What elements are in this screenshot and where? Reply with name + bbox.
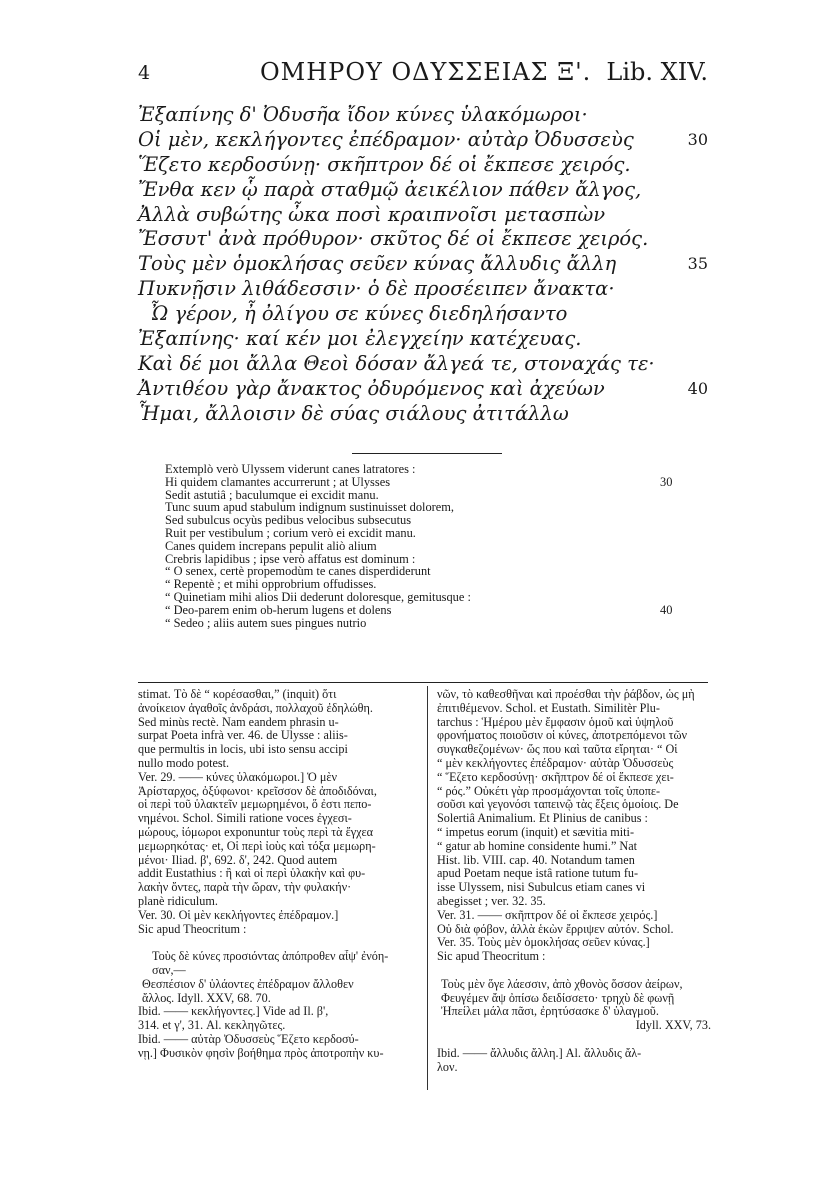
greek-verse-line <box>138 252 708 277</box>
greek-verse-line <box>138 377 708 402</box>
note-line: Idyll. XXV, 73. <box>635 1019 711 1033</box>
verse-text: Ἐξαπίνης· καί κέν μοι ἐλεγχείην κατέχευας. <box>138 327 582 351</box>
verse-text: Ἀντιθέου γὰρ ἄνακτος ὀδυρόμενος καὶ ἀχεύων <box>138 376 605 400</box>
note-line: Sic apud Theocritum : <box>138 922 247 936</box>
verse-text: Ἔσσυτ' ἀνὰ πρόθυρον· σκῦτος δέ οἱ ἔκπεσε χειρός. <box>138 227 649 251</box>
note-line: νῃ.] Φυσικὸν φησὶν βοήθημα πρὸς ἀποτροπὴν κυ- <box>138 1046 384 1060</box>
line-number: 40 <box>660 602 673 617</box>
note-line: planè ridiculum. <box>138 894 218 908</box>
note-line: λον. <box>437 1060 458 1074</box>
note-line: ἄλλος. Idyll. XXV, 68. 70. <box>142 991 271 1005</box>
verse-text: Ὦ γέρον, ἦ ὀλίγου σε κύνες διεδηλήσαντο <box>150 302 568 326</box>
note-line: “ impetus eorum (inquit) et sævitia miti- <box>437 825 634 839</box>
note-line: abegisset ; ver. 32. 35. <box>437 894 546 908</box>
line-number: 30 <box>687 129 708 149</box>
verse-text: Canes quidem increpans pepulit aliò alium <box>165 538 377 553</box>
greek-verse-line <box>138 103 708 128</box>
notes-right-column <box>437 688 719 1074</box>
note-line: σαν,— <box>152 963 186 977</box>
latin-verse-line <box>165 617 685 630</box>
note-line: μένοι· Iliad. β', 692. δ', 242. Quod autem <box>138 853 338 867</box>
note-line: Ver. 35. Τοὺς μὲν ὁμοκλήσας σεῦεν κύνας.] <box>437 936 650 950</box>
note-line: surpat Poeta infrà ver. 46. de Ulysse : aliis- <box>138 729 348 743</box>
note-line: Τοὺς μὲν ὅγε λάεσσιν, ἀπὸ χθονὸς ὅσσον ἀείρων, <box>441 977 683 991</box>
verse-text: Crebris lapidibus ; ipse verò affatus est dominum : <box>165 551 416 566</box>
note-line <box>437 1033 719 1047</box>
column-divider <box>427 686 428 1090</box>
verse-text: Πυκνῇσιν λιθάδεσσιν· ὁ δὲ προσέειπεν ἄνακτα· <box>138 277 615 301</box>
note-line: νῶν, τὸ καθεσθῆναι καὶ προέσθαι τὴν ῥάβδον, ὡς μὴ <box>437 688 695 701</box>
verse-text: “ Deo-parem enim ob-herum lugens et dolens <box>165 602 392 617</box>
verse-text: Sed subulcus ocyùs pedibus velocibus subsecutus <box>165 513 412 528</box>
note-line: νημένοι. Schol. Simili ratione voces ἐγχεσι- <box>138 812 352 826</box>
greek-verse-line <box>138 128 708 153</box>
line-number: 40 <box>687 378 708 398</box>
note-line: que permultis in locis, ubi isto sensu accipi <box>138 743 348 757</box>
line-number: 35 <box>687 254 708 274</box>
note-line: Ver. 31. —— σκῆπτρον δέ οἱ ἔκπεσε χειρός.] <box>437 908 658 922</box>
running-title: ΟΜΗΡΟΥ ΟΔΥΣΣΕΙΑΣ Ξ'. <box>260 58 592 86</box>
note-line: Sic apud Theocritum : <box>437 950 546 964</box>
note-line: μώρους, ἰόμωροι exponuntur τοὺς περὶ τὰ ἔγχεα <box>138 825 373 839</box>
note-line: Ver. 30. Οἱ μὲν κεκλήγοντες ἐπέδραμον.] <box>138 908 339 922</box>
verse-text: Τοὺς μὲν ὁμοκλήσας σεῦεν κύνας ἄλλυδις ἄλλη <box>138 252 617 276</box>
verse-text: “ Sedeo ; aliis autem sues pingues nutrio <box>165 615 367 630</box>
verse-text: Sedit astutiâ ; baculumque ei excidit manu. <box>165 487 379 502</box>
note-line: isse Ulyssem, nisi Subulcus etiam canes vi <box>437 881 646 895</box>
verse-text: “ Repentè ; et mihi opprobrium offudisses. <box>165 577 377 592</box>
verse-text: Ἐξαπίνης δ' Ὀδυσῆα ἴδον κύνες ὑλακόμωροι· <box>138 103 588 126</box>
verse-text: “ O senex, certè propemodùm te canes disperdiderunt <box>165 564 431 579</box>
greek-verse-block <box>138 103 708 427</box>
note-line: Hist. lib. VIII. cap. 40. Notandum tamen <box>437 853 635 867</box>
note-line: “ ρός.” Οὐκέτι γὰρ προσμάχονται τοῖς ὑποπε- <box>437 784 661 798</box>
note-line: “ μὲν κεκλήγοντες ἐπέδραμον· αὐτὰρ Ὀδυσσεὺς <box>437 756 674 770</box>
note-line: Ibid. —— αὐτὰρ Ὀδυσσεὺς Ἕζετο κερδοσύ- <box>138 1032 359 1046</box>
note-line: συγκαθεζομένων· ὥς που καὶ ταῦτα εἴρηται· “ Οἱ <box>437 743 678 757</box>
book-label: Lib. XIV. <box>606 58 708 86</box>
greek-verse-line <box>138 402 708 427</box>
verse-text: Tunc suum apud stabulum indignum sustinuisset dolorem, <box>165 500 455 515</box>
note-line: apud Poetam neque istâ ratione tutum fu- <box>437 867 639 881</box>
latin-translation-block <box>165 463 685 629</box>
note-line: 314. et γ', 31. Al. κεκληγῶτες. <box>138 1019 286 1033</box>
note-line: stimat. Τὸ δὲ “ κορέσασθαι,” (inquit) ὅτι <box>138 688 337 701</box>
note-line: “ Ἕζετο κερδοσύνῃ· σκῆπτρον δέ οἱ ἔκπεσε χει- <box>437 770 674 784</box>
note-line: Ἀρίσταρχος, ὀξύφωνοι· κρεῖσσον δὲ ἀποδιδόναι, <box>138 784 377 798</box>
greek-verse-line <box>138 327 708 352</box>
greek-verse-line <box>138 153 708 178</box>
line-number: 30 <box>660 474 673 489</box>
note-line: Ibid. —— ἄλλυδις ἄλλη.] Al. ἄλλυδις ἄλ- <box>437 1046 642 1060</box>
note-line: Ibid. —— κεκλήγοντες.] Vide ad Il. β', <box>138 1005 329 1019</box>
note-line: Sed minùs rectè. Nam eandem phrasin u- <box>138 715 339 729</box>
note-line: “ gatur ab homine considente humi.” Nat <box>437 839 638 853</box>
verse-text: “ Quinetiam mihi alios Dii dederunt doloresque, gemitusque : <box>165 589 471 604</box>
note-line: Ἠπείλει μάλα πᾶσι, ἐρητύσασκε δ' ὑλαγμοῦ. <box>441 1005 659 1019</box>
verse-text: Hi quidem clamantes accurrerunt ; at Ulysses <box>165 474 391 489</box>
short-divider <box>352 453 502 454</box>
note-line: Ver. 29. —— κύνες ὑλακόμωροι.] Ὁ μὲν <box>138 770 338 784</box>
note-line: φρονήματος ποιοῦσιν οἱ κύνες, ἀποτρεπόμενοι τῶν <box>437 729 688 743</box>
note-line <box>437 964 719 978</box>
note-line: οἱ περὶ τοῦ ὑλακτεῖν μεμωρημένοι, ὅ ἐστι πεπο- <box>138 798 372 812</box>
note-line: ἀνοίκειον ἀγαθοῖς ἀνδράσι, πολλαχοῦ ἐδηλώθη. <box>138 701 373 715</box>
greek-verse-line <box>138 227 708 252</box>
verse-text: Καὶ δέ μοι ἄλλα Θεοὶ δόσαν ἄλγεά τε, στοναχάς τε· <box>138 351 655 375</box>
full-divider <box>138 682 708 683</box>
page-number: 4 <box>138 62 151 84</box>
note-line: nullo modo potest. <box>138 756 230 770</box>
note-line: Solertiâ Animalium. Et Plinius de canibus : <box>437 812 648 826</box>
notes-left-column <box>138 688 420 1061</box>
greek-verse-line <box>138 277 708 302</box>
greek-verse-line <box>138 203 708 228</box>
note-line: σοῦσι καὶ γεγονόσι ταπεινῷ τὰς ἕξεις ὁμοίοις. De <box>437 798 679 812</box>
note-line: Τοὺς δὲ κύνες προσιόντας ἀπόπροθεν αἶψ' ἐνόη- <box>152 950 389 964</box>
verse-text: Ἧμαι, ἄλλοισιν δὲ σύας σιάλους ἀτιτάλλω <box>138 401 569 425</box>
greek-verse-line <box>138 302 708 327</box>
verse-text: Ruit per vestibulum ; corium verò ei excidit manu. <box>165 525 416 540</box>
note-line: Θεσπέσιον δ' ὑλάοντες ἐπέδραμον ἄλλοθεν <box>142 977 354 991</box>
verse-text: Οἱ μὲν, κεκλήγοντες ἐπέδραμον· αὐτὰρ Ὀδυσσεὺς <box>138 127 634 151</box>
verse-text: Extemplò verò Ulyssem viderunt canes latratores : <box>165 462 416 476</box>
greek-verse-line <box>138 178 708 203</box>
note-line: μεμωρηκότας· et, Οἱ περὶ ἰοὺς καὶ τόξα μεμωρη- <box>138 839 376 853</box>
greek-verse-line <box>138 352 708 377</box>
note-line <box>138 936 420 950</box>
note-line: Φευγέμεν ἄψ ὀπίσω δειδίσσετο· τρηχὺ δὲ φωνῇ <box>441 991 675 1005</box>
note-line: ἐπιτιθέμενον. Schol. et Eustath. Similitèr Plu- <box>437 701 660 715</box>
verse-text: Ἕζετο κερδοσύνῃ· σκῆπτρον δέ οἱ ἔκπεσε χειρός. <box>138 152 631 176</box>
verse-text: Ἔνθα κεν ᾧ παρὰ σταθμῷ ἀεικέλιον πάθεν ἄλγος, <box>138 177 642 201</box>
note-line: λακὴν ὄντες, παρὰ τὴν ὤραν, τὴν φυλακήν· <box>138 881 352 895</box>
page-header <box>138 58 708 90</box>
note-line: Οὐ διὰ φόβον, ἀλλὰ ἑκὼν ἔρριψεν αὐτόν. Schol. <box>437 922 674 936</box>
note-line: tarchus : Ἡμέρου μὲν ἔμφασιν ὁμοῦ καὶ ὑψηλοῦ <box>437 715 674 729</box>
verse-text: Ἀλλὰ συβώτης ὦκα ποσὶ κραιπνοῖσι μετασπὼν <box>138 202 606 226</box>
note-line: addit Eustathius : ἢ καὶ οἱ περὶ ὑλακὴν καὶ φυ- <box>138 867 366 881</box>
